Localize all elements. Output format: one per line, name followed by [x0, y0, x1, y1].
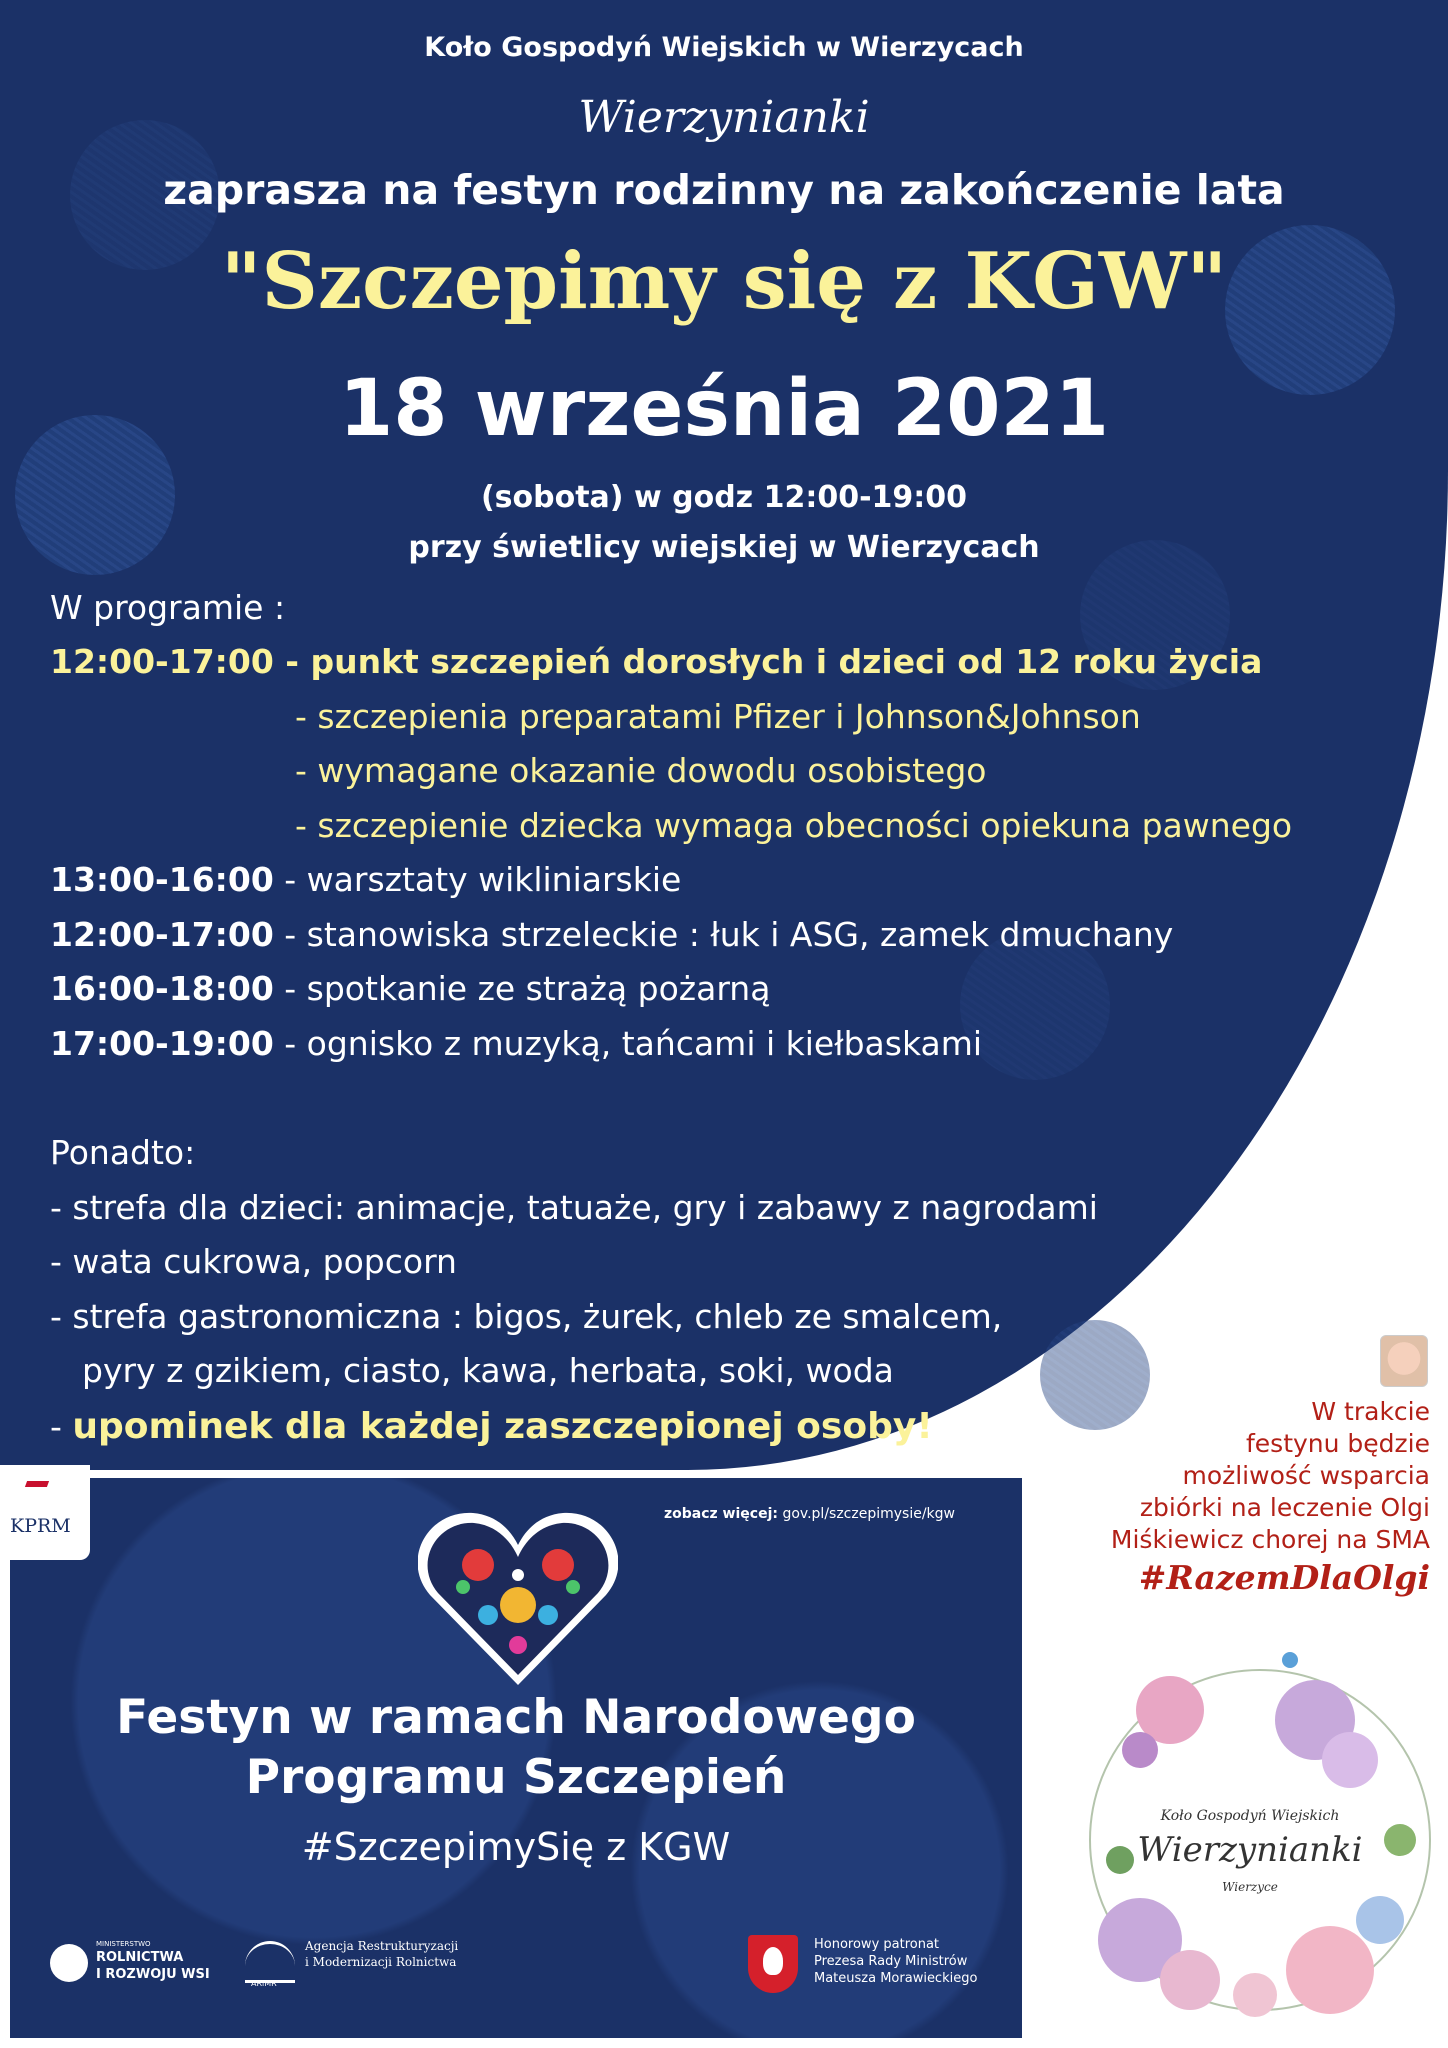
event-place: przy świetlicy wiejskiej w Wierzycach	[408, 530, 1040, 565]
extras-item: - strefa dla dzieci: animacje, tatuaże, gry i zabawy z nagrodami	[50, 1188, 1098, 1227]
wheat-icon	[50, 1944, 88, 1982]
arimr-line: Agencja Restrukturyzacji	[305, 1939, 459, 1953]
arimr-line: i Modernizacji Rolnictwa	[305, 1955, 457, 1969]
extras-dash: -	[50, 1407, 73, 1446]
program-time: 17:00-19:00	[50, 1024, 274, 1063]
side-note-hashtag: #RazemDlaOlgi	[1138, 1558, 1430, 1597]
more-info-url: gov.pl/szczepimysie/kgw	[782, 1506, 955, 1522]
patron-line: Honorowy patronat	[814, 1937, 940, 1952]
organization-name: Koło Gospodyń Wiejskich w Wierzycach	[424, 32, 1024, 63]
banner-title-line: Programu Szczepień	[245, 1750, 787, 1805]
program-activity: - warsztaty wikliniarskie	[273, 860, 682, 899]
side-note-line: W trakcie	[1311, 1397, 1430, 1426]
kprm-logo	[0, 1465, 90, 1560]
program-activity: - spotkanie ze strażą pożarną	[273, 969, 771, 1008]
ministry-name: ROLNICTWA	[96, 1950, 184, 1965]
program-row	[50, 969, 770, 1008]
program-row	[50, 915, 1173, 954]
side-note-line: Miśkiewicz chorej na SMA	[1110, 1525, 1430, 1554]
event-title: "Szczepimy się z KGW"	[220, 236, 1228, 327]
program-activity: - punkt szczepień dorosłych i dzieci od 12 roku życia	[273, 642, 1263, 681]
arimr-mark-icon	[245, 1941, 295, 1983]
program-time: 13:00-16:00	[50, 860, 274, 899]
extras-item: pyry z gzikiem, ciasto, kawa, herbata, soki, woda	[82, 1351, 894, 1390]
program-activity: - stanowiska strzeleckie : łuk i ASG, zamek dmuchany	[273, 915, 1174, 954]
ministry-small: MINISTERSTWO	[96, 1940, 151, 1948]
event-time: (sobota) w godz 12:00-19:00	[480, 480, 968, 515]
patronage-logo	[748, 1935, 1008, 2005]
wreath-org: Koło Gospodyń Wiejskich	[1160, 1808, 1340, 1824]
program-heading: W programie :	[50, 588, 286, 627]
program-activity: - ognisko z muzyką, tańcami i kiełbaskami	[273, 1024, 983, 1063]
program-row	[50, 860, 681, 899]
gift-text: upominek dla każdej zaszczepionej osoby!	[72, 1406, 933, 1447]
folk-heart-icon	[418, 1505, 618, 1690]
wreath-group: Wierzynianki	[1137, 1830, 1363, 1870]
invitation-text: zaprasza na festyn rodzinny na zakończenie lata	[163, 166, 1285, 214]
ministry-name-2: I ROZWOJU WSI	[96, 1967, 210, 1982]
more-info-label: zobacz więcej:	[664, 1506, 778, 1522]
side-note-line: festynu będzie	[1245, 1429, 1430, 1458]
more-info-link[interactable]	[664, 1506, 955, 1522]
extras-item-gift	[50, 1406, 933, 1447]
patron-line: Mateusza Morawieckiego	[814, 1971, 978, 1986]
banner-title-line: Festyn w ramach Narodowego	[116, 1690, 916, 1745]
program-time: 12:00-17:00	[50, 915, 274, 954]
extras-item: - wata cukrowa, popcorn	[50, 1242, 457, 1281]
program-subitem: - wymagane okazanie dowodu osobistego	[295, 751, 987, 790]
group-name: Wierzynianki	[578, 92, 870, 143]
program-row-vaccination	[50, 642, 1262, 681]
arimr-mark: ARiMR	[251, 1979, 277, 1988]
kprm-label: KPRM	[10, 1515, 71, 1537]
arimr-logo	[245, 1935, 465, 1995]
extras-heading: Ponadto:	[50, 1133, 196, 1172]
event-date: 18 września 2021	[338, 364, 1110, 454]
program-time: 16:00-18:00	[50, 969, 274, 1008]
side-note-line: możliwość wsparcia	[1182, 1461, 1430, 1490]
avatar	[1380, 1335, 1428, 1387]
wreath-place: Wierzyce	[1222, 1880, 1278, 1894]
side-note-line: zbiórki na leczenie Olgi	[1139, 1493, 1430, 1522]
banner-hashtag: #SzczepimySię z KGW	[301, 1825, 731, 1869]
program-row	[50, 1024, 982, 1063]
program-time: 12:00-17:00	[50, 642, 274, 681]
program-subitem: - szczepienie dziecka wymaga obecności opiekuna pawnego	[295, 806, 1293, 845]
patron-line: Prezesa Rady Ministrów	[814, 1954, 968, 1969]
extras-item: - strefa gastronomiczna : bigos, żurek, chleb ze smalcem,	[50, 1297, 1003, 1336]
side-note	[1100, 1396, 1430, 1600]
kprm-flag-icon	[25, 1481, 49, 1487]
program-subitem: - szczepienia preparatami Pfizer i Johnson&Johnson	[295, 697, 1141, 736]
banner-title	[10, 1688, 1022, 1808]
ministry-logo	[50, 1940, 230, 1990]
eagle-emblem-icon	[748, 1935, 798, 1993]
